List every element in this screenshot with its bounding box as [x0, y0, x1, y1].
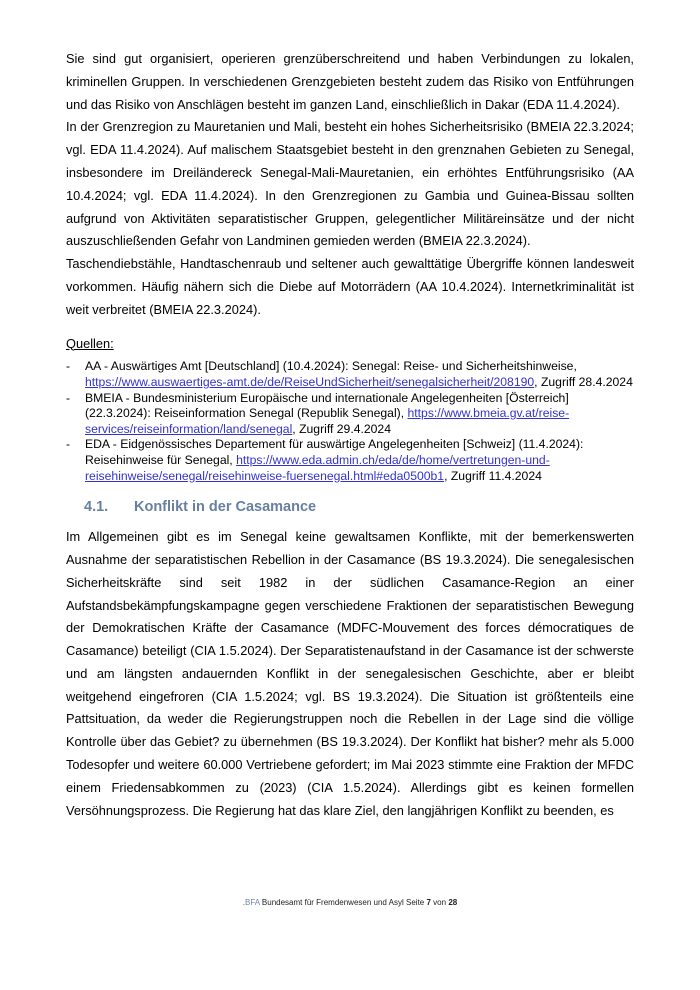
source-item-bmeia	[66, 391, 634, 438]
footer-logo-mark: .	[242, 898, 245, 907]
paragraph-theft: Taschendiebstähle, Handtaschenraub und seltener auch gewalttätige Übergriffe können landesweit vorkommen. Häufig nähern sich die Diebe auf Motorrädern (AA 10.4.2024). Internetkriminalität ist weit verbreitet (BMEIA 22.3.2024).	[66, 256, 634, 317]
bullet-dash: -	[66, 437, 71, 452]
paragraph-border-regions: In der Grenzregion zu Mauretanien und Mali, besteht ein hohes Sicherheitsrisiko (BMEIA 22.3.2024; vgl. EDA 11.4.2024). Auf malischem Staatsgebiet besteht in den grenznahen Gebieten zu Senegal, insbesondere im Dreiländereck Senegal-Mali-Mauretanien, ein erhöhtes Entführungsrisiko (AA 10.4.2024; vgl. EDA 11.4.2024). In den Grenzregionen zu Gambia und Guinea-Bissau sollten aufgrund von Aktivitäten separatistischer Gruppen, gelegentlicher Militäreinsätze und der nicht auszuschließenden Gefahr von Landminen gemieden werden (BMEIA 22.3.2024).	[66, 119, 634, 249]
section-body-casamance: Im Allgemeinen gibt es im Senegal keine gewaltsamen Konflikte, mit der bemerkenswerten Ausnahme der separatistischen Rebellion in der Casamance (BS 19.3.2024). Die senegalesischen Sicherheitskräfte sind seit 1982 in der südlichen Casamance-Region an einer Aufstandsbekämpfungskampagne gegen verschiedene Fraktionen der separatistischen Bewegung der Demokratischen Kräfte der Casamance (MDFC-Mouvement des forces démocratiques de Casamance) beteiligt (CIA 1.5.2024). Der Separatistenaufstand in der Casamance ist der schwerste und am längsten andauernden Konflikt in der senegalesischen Geschichte, aber er bleibt weitgehend eingefroren (CIA 1.5.2024; vgl. BS 19.3.2024). Die Situation ist größtenteils eine Pattsituation, da weder die Regierungstruppen noch die Rebellen in der Lage sind die völlige Kontrolle über das Gebiet? zu übernehmen (BS 19.3.2024). Der Konflikt hat bisher? mehr als 5.000 Todesopfer und weitere 60.000 Vertriebene gefordert; im Mai 2023 stimmte eine Fraktion der MFDC einem Friedensabkommen zu (2023) (CIA 1.5.2024). Allerdings gibt es keinen formellen Versöhnungsprozess. Die Regierung hat das klare Ziel, den langjährigen Konflikt zu beenden, es	[66, 529, 634, 818]
source-link-bmeia[interactable]: https://www.bmeia.gv.at/reise-services/reiseinformation/land/senegal	[85, 406, 570, 436]
source-text	[85, 359, 634, 390]
source-citation: AA - Auswärtiges Amt [Deutschland] (10.4.2024): Senegal: Reise- und Sicherheitshinweise,	[85, 359, 577, 374]
source-citation: BMEIA - Bundesministerium Europäische und internationale Angelegenheiten [Österreich] (22.3.2024): Reiseinformation Senegal (Republik Senegal),	[85, 390, 569, 421]
source-text	[85, 391, 634, 438]
source-access-date: , Zugriff 28.4.2024	[534, 374, 633, 389]
footer-page-total: 28	[448, 898, 458, 907]
footer-org-name: Bundesamt für Fremdenwesen und Asyl	[261, 898, 404, 907]
source-citation: EDA - Eidgenössisches Departement für auswärtige Angelegenheiten [Schweiz] (11.4.2024): Reisehinweise für Senegal,	[85, 437, 584, 467]
footer-page-label: Seite	[406, 898, 425, 907]
section-number: 4.1.	[84, 499, 109, 516]
source-link-eda[interactable]: https://www.eda.admin.ch/eda/de/home/vertretungen-und-reisehinweise/senegal/reisehinweise-fuersenegal.html#eda0500b1	[85, 452, 550, 483]
footer-brand-logo: BFA	[245, 898, 260, 907]
bullet-dash: -	[66, 390, 71, 405]
source-access-date: , Zugriff 29.4.2024	[292, 421, 391, 436]
section-title: Konflikt in der Casamance	[134, 499, 317, 516]
paragraph-crime-groups: Sie sind gut organisiert, operieren grenzüberschreitend und haben Verbindungen zu lokalen, kriminellen Gruppen. In verschiedenen Grenzgebieten besteht zudem das Risiko von Entführungen und das Risiko von Anschlägen besteht im ganzen Land, einschließlich in Dakar (EDA 11.4.2024).	[66, 51, 634, 112]
source-link-aa[interactable]: https://www.auswaertiges-amt.de/de/ReiseUndSicherheit/senegalsicherheit/208190	[85, 374, 535, 389]
sources-list	[66, 359, 634, 484]
source-item-eda	[66, 437, 634, 484]
sources-label: Quellen:	[66, 335, 114, 351]
section-heading	[66, 497, 634, 517]
bullet-dash: -	[66, 359, 71, 374]
source-access-date: , Zugriff 11.4.2024	[444, 468, 542, 483]
footer-page-separator: von	[433, 898, 447, 907]
source-item-aa	[66, 359, 634, 390]
page-footer	[0, 898, 700, 908]
source-text	[85, 437, 634, 484]
footer-page-current: 7	[426, 898, 431, 907]
